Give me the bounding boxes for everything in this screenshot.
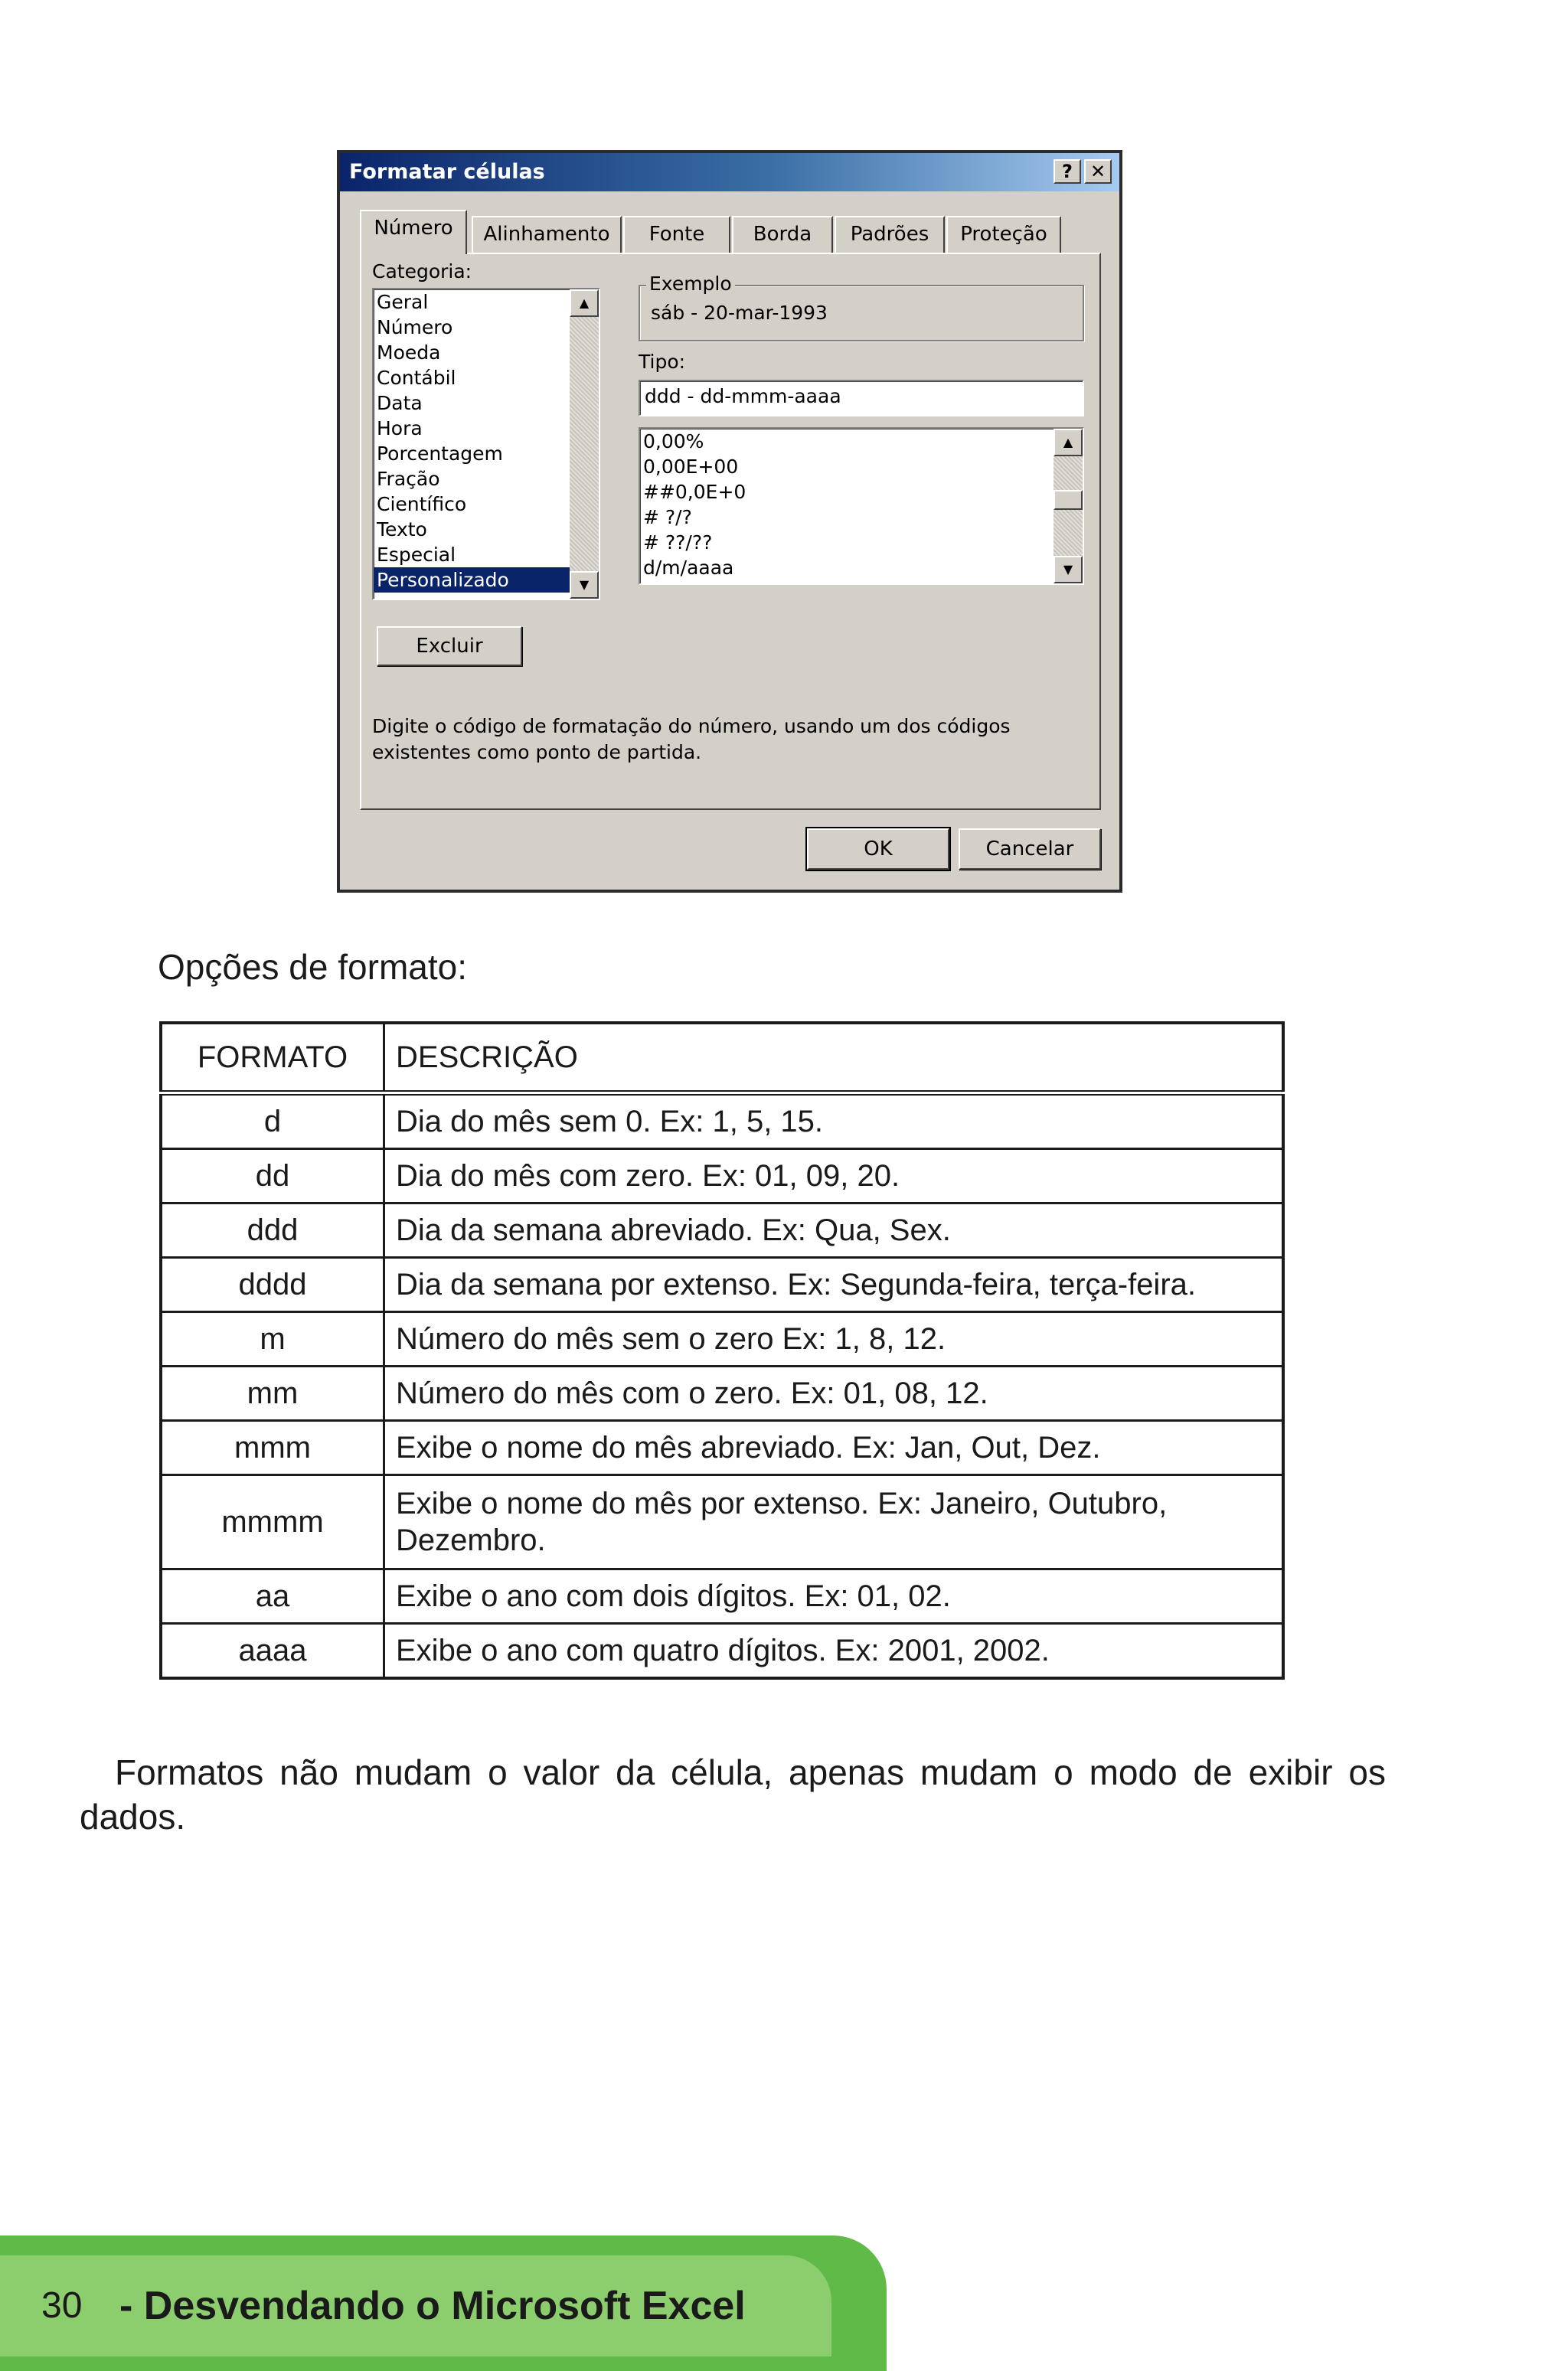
format-description: Exibe o ano com quatro dígitos. Ex: 2001, 2002.	[384, 1624, 1284, 1679]
format-description: Dia do mês com zero. Ex: 01, 09, 20.	[384, 1149, 1284, 1203]
section-heading: Opções de formato:	[158, 947, 467, 987]
help-button[interactable]: ?	[1054, 159, 1081, 184]
book-title: - Desvendando o Microsoft Excel	[119, 2284, 746, 2328]
format-description: Exibe o nome do mês abreviado. Ex: Jan, Out, Dez.	[384, 1421, 1284, 1475]
category-item-selected[interactable]: Personalizado	[374, 567, 570, 593]
table-header-row	[161, 1023, 1283, 1093]
type-item[interactable]: ##0,0E+0	[643, 481, 746, 503]
category-item[interactable]: Moeda	[377, 341, 441, 364]
format-code: aa	[161, 1569, 384, 1624]
close-button[interactable]: ✕	[1084, 159, 1112, 184]
type-item[interactable]: 0,00%	[643, 430, 704, 452]
category-item[interactable]: Número	[377, 316, 453, 338]
body-paragraph: Formatos não mudam o valor da célula, apenas mudam o modo de exibir os dados.	[80, 1752, 1386, 1837]
category-item[interactable]: Texto	[377, 518, 427, 540]
category-item[interactable]: Fração	[377, 468, 440, 490]
type-list[interactable]	[639, 427, 1084, 585]
table-row	[161, 1093, 1283, 1149]
format-code: ddd	[161, 1203, 384, 1258]
table-row	[161, 1149, 1283, 1203]
type-item[interactable]: # ?/?	[643, 506, 692, 528]
scroll-up-arrow-icon[interactable]: ▲	[570, 289, 599, 317]
table-row	[161, 1203, 1283, 1258]
table-row	[161, 1367, 1283, 1421]
scroll-down-arrow-icon[interactable]: ▼	[570, 571, 599, 599]
type-item[interactable]: 0,00E+00	[643, 456, 739, 478]
format-code: aaaa	[161, 1624, 384, 1679]
table-row	[161, 1624, 1283, 1679]
format-code: m	[161, 1312, 384, 1367]
category-item[interactable]: Contábil	[377, 367, 456, 389]
table-row	[161, 1258, 1283, 1312]
tab-protecao[interactable]: Proteção	[946, 216, 1061, 253]
format-code: mmmm	[161, 1475, 384, 1569]
format-description: Número do mês com o zero. Ex: 01, 08, 12.	[384, 1367, 1284, 1421]
hint-text: Digite o código de formatação do número, usando um dos códigos existentes como ponto de partida.	[372, 715, 1011, 763]
format-description: Dia do mês sem 0. Ex: 1, 5, 15.	[384, 1093, 1284, 1149]
scroll-up-arrow-icon[interactable]: ▲	[1054, 429, 1083, 456]
tab-numero[interactable]: Número	[360, 210, 467, 254]
example-group	[639, 273, 1084, 341]
type-label: Tipo:	[639, 351, 686, 373]
delete-button[interactable]: Excluir	[377, 626, 522, 666]
format-description: Dia da semana por extenso. Ex: Segunda-feira, terça-feira.	[384, 1258, 1284, 1312]
type-item[interactable]: # ??/??	[643, 531, 713, 554]
format-code: mm	[161, 1367, 384, 1421]
format-description: Exibe o ano com dois dígitos. Ex: 01, 02.	[384, 1569, 1284, 1624]
table-row	[161, 1312, 1283, 1367]
category-item[interactable]: Geral	[377, 291, 429, 313]
category-item[interactable]: Porcentagem	[377, 443, 503, 465]
format-description: Dia da semana abreviado. Ex: Qua, Sex.	[384, 1203, 1284, 1258]
tab-padroes[interactable]: Padrões	[835, 216, 945, 253]
category-item[interactable]: Científico	[377, 493, 467, 515]
category-scrollbar[interactable]	[570, 289, 599, 599]
type-item[interactable]: d/m/aaaa	[643, 557, 734, 579]
header-description: DESCRIÇÃO	[384, 1023, 1284, 1093]
category-item[interactable]: Especial	[377, 544, 456, 566]
scroll-thumb[interactable]	[1054, 490, 1083, 510]
table-row	[161, 1475, 1283, 1569]
dialog-title: Formatar células	[349, 160, 545, 184]
category-label: Categoria:	[372, 260, 472, 282]
page-number: 30	[41, 2285, 83, 2326]
category-list[interactable]	[372, 288, 600, 600]
category-item[interactable]: Data	[377, 392, 423, 414]
format-code: dd	[161, 1149, 384, 1203]
format-code: mmm	[161, 1421, 384, 1475]
tab-borda[interactable]: Borda	[732, 216, 833, 253]
tab-alinhamento[interactable]: Alinhamento	[472, 216, 622, 253]
header-format: FORMATO	[161, 1023, 384, 1093]
format-code: d	[161, 1093, 384, 1149]
format-cells-dialog	[337, 150, 1122, 893]
format-code: dddd	[161, 1258, 384, 1312]
table-row	[161, 1569, 1283, 1624]
format-description: Número do mês sem o zero Ex: 1, 8, 12.	[384, 1312, 1284, 1367]
category-item[interactable]: Hora	[377, 417, 423, 439]
format-description: Exibe o nome do mês por extenso. Ex: Janeiro, Outubro, Dezembro.	[384, 1475, 1284, 1569]
table-row	[161, 1421, 1283, 1475]
type-input[interactable]: ddd - dd-mmm-aaaa	[639, 380, 1084, 416]
dialog-titlebar[interactable]	[340, 153, 1119, 191]
scroll-down-arrow-icon[interactable]: ▼	[1054, 556, 1083, 583]
example-value: sáb - 20-mar-1993	[651, 302, 828, 324]
example-label: Exemplo	[646, 273, 735, 295]
tab-fonte[interactable]: Fonte	[623, 216, 730, 253]
type-scrollbar[interactable]	[1054, 429, 1083, 583]
ok-button[interactable]: OK	[807, 828, 949, 870]
format-options-table	[159, 1021, 1285, 1680]
tab-panel	[360, 253, 1101, 810]
cancel-button[interactable]: Cancelar	[959, 828, 1101, 870]
